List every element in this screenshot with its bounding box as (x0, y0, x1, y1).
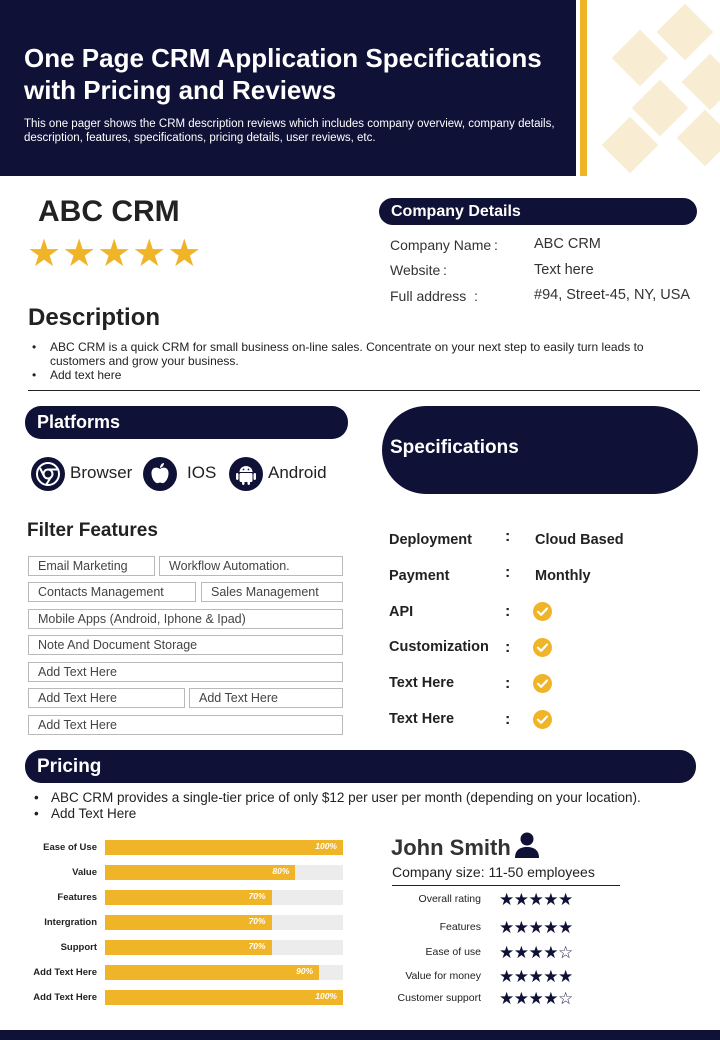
company-name-value: ABC CRM (534, 236, 601, 252)
bar-track (105, 890, 343, 905)
spec-colon: : (505, 711, 511, 728)
pricing-heading: Pricing (25, 750, 696, 783)
company-name-colon: : (494, 237, 498, 253)
divider (28, 390, 700, 391)
check-icon (533, 602, 552, 621)
check-icon (533, 710, 552, 729)
bar-fill (105, 840, 343, 855)
rating-stars: ★★★★☆ (499, 989, 573, 1008)
bar-label: Intergration (44, 917, 97, 928)
spec-colon: : (505, 639, 511, 656)
platform-browser-label: Browser (70, 463, 133, 482)
feature-tag: Email Marketing (28, 556, 155, 576)
bar-track (105, 915, 343, 930)
spec-payment-label: Payment (389, 568, 450, 584)
platform-android-label: Android (268, 463, 327, 482)
check-icon (533, 638, 552, 657)
reviewer-company-size: Company size: 11-50 employees (392, 864, 595, 880)
bar-track (105, 865, 343, 880)
divider (392, 885, 620, 886)
website-value: Text here (534, 262, 594, 278)
user-icon (514, 831, 540, 864)
bar-fill (105, 865, 295, 880)
description-item: • ABC CRM is a quick CRM for small business on-line sales. Concentrate on your next step to easily turn leads to customers and grow your business. (50, 340, 670, 368)
spec-payment-value: Monthly (535, 568, 591, 584)
rating-stars: ★★★★★ (499, 890, 573, 909)
decorative-square (677, 110, 720, 167)
address-colon: : (474, 288, 478, 304)
rating-stars: ★★★★☆ (499, 943, 573, 962)
website-colon: : (443, 262, 447, 278)
company-name-label: Company Name (390, 237, 492, 253)
footer-bar (0, 1030, 720, 1040)
feature-tag: Add Text Here (28, 688, 185, 708)
address-value: #94, Street-45, NY, USA (534, 287, 691, 303)
pricing-item: • Add Text Here (51, 806, 691, 822)
bar-label: Value (72, 867, 97, 878)
feature-tag: Workflow Automation. (159, 556, 343, 576)
bar-label: Add Text Here (33, 992, 97, 1003)
platform-ios-label: IOS (187, 463, 217, 482)
platforms-heading: Platforms (25, 406, 348, 439)
spec-text-label: Text Here (389, 675, 455, 691)
bar-label: Add Text Here (33, 967, 97, 978)
android-icon (229, 457, 263, 491)
bar-value-label: 90% (296, 966, 314, 976)
pricing-list (51, 790, 691, 822)
rating-stars: ★★★★★ (499, 918, 573, 937)
address-label: Full address (390, 288, 467, 304)
page-subtitle: This one pager shows the CRM description reviews which includes company overview, company details, description, features, specifications, pricing details, user reviews, etc. (24, 118, 555, 144)
bar-track (105, 840, 343, 855)
bar-label: Support (60, 942, 97, 953)
bar-fill (105, 940, 272, 955)
header (0, 0, 720, 176)
website-label: Website (390, 262, 441, 278)
bar-track (105, 940, 343, 955)
check-icon (533, 674, 552, 693)
company-details-heading: Company Details (379, 198, 697, 225)
rating-label: Value for money (405, 970, 481, 982)
rating-label: Customer support (397, 992, 481, 1004)
decorative-square (657, 4, 714, 61)
description-item: • Add text here (50, 368, 670, 382)
feature-tag: Contacts Management (28, 582, 196, 602)
spec-text-label: Text Here (389, 711, 455, 727)
bar-label: Features (57, 892, 97, 903)
feature-tag: Add Text Here (189, 688, 343, 708)
feature-tag: Add Text Here (28, 662, 343, 682)
rating-label: Ease of use (425, 946, 481, 958)
decorative-square (612, 30, 669, 87)
bar-track (105, 965, 343, 980)
feature-tag: Mobile Apps (Android, Iphone & Ipad) (28, 609, 343, 629)
spec-colon: : (505, 528, 511, 545)
product-rating-stars: ★★★★★ (27, 233, 203, 275)
page-title: One Page CRM Application Specifications with Pricing and Reviews (24, 43, 542, 105)
rating-stars: ★★★★★ (499, 967, 573, 986)
feature-tag: Add Text Here (28, 715, 343, 735)
product-name: ABC CRM (38, 195, 180, 228)
feature-tag: Note And Document Storage (28, 635, 343, 655)
specifications-heading: Specifications (390, 437, 519, 458)
bar-value-label: 70% (248, 916, 266, 926)
bar-value-label: 70% (248, 941, 266, 951)
header-accent-bar (580, 0, 587, 176)
reviewer-name: John Smith (391, 835, 511, 860)
bar-value-label: 100% (315, 991, 337, 1001)
feature-tag: Sales Management (201, 582, 343, 602)
bar-fill (105, 990, 343, 1005)
rating-label: Overall rating (418, 893, 481, 905)
chrome-icon (31, 457, 65, 491)
description-list (50, 340, 670, 382)
apple-icon (143, 457, 177, 491)
spec-deployment-value: Cloud Based (535, 532, 624, 548)
bar-fill (105, 965, 319, 980)
bar-value-label: 80% (272, 866, 290, 876)
bar-fill (105, 890, 272, 905)
spec-customization-label: Customization (389, 639, 489, 655)
description-heading: Description (28, 304, 161, 331)
spec-api-label: API (389, 604, 414, 620)
bar-value-label: 100% (315, 841, 337, 851)
spec-colon: : (505, 603, 511, 620)
spec-colon: : (505, 564, 511, 581)
bar-track (105, 990, 343, 1005)
rating-label: Features (439, 921, 481, 933)
bar-value-label: 70% (248, 891, 266, 901)
decorative-square (682, 54, 720, 111)
pricing-item: • ABC CRM provides a single-tier price of only $12 per user per month (depending on your location). (51, 790, 691, 806)
bar-label: Ease of Use (43, 842, 97, 853)
spec-deployment-label: Deployment (389, 532, 472, 548)
spec-colon: : (505, 675, 511, 692)
filter-features-heading: Filter Features (27, 520, 158, 541)
bar-fill (105, 915, 272, 930)
